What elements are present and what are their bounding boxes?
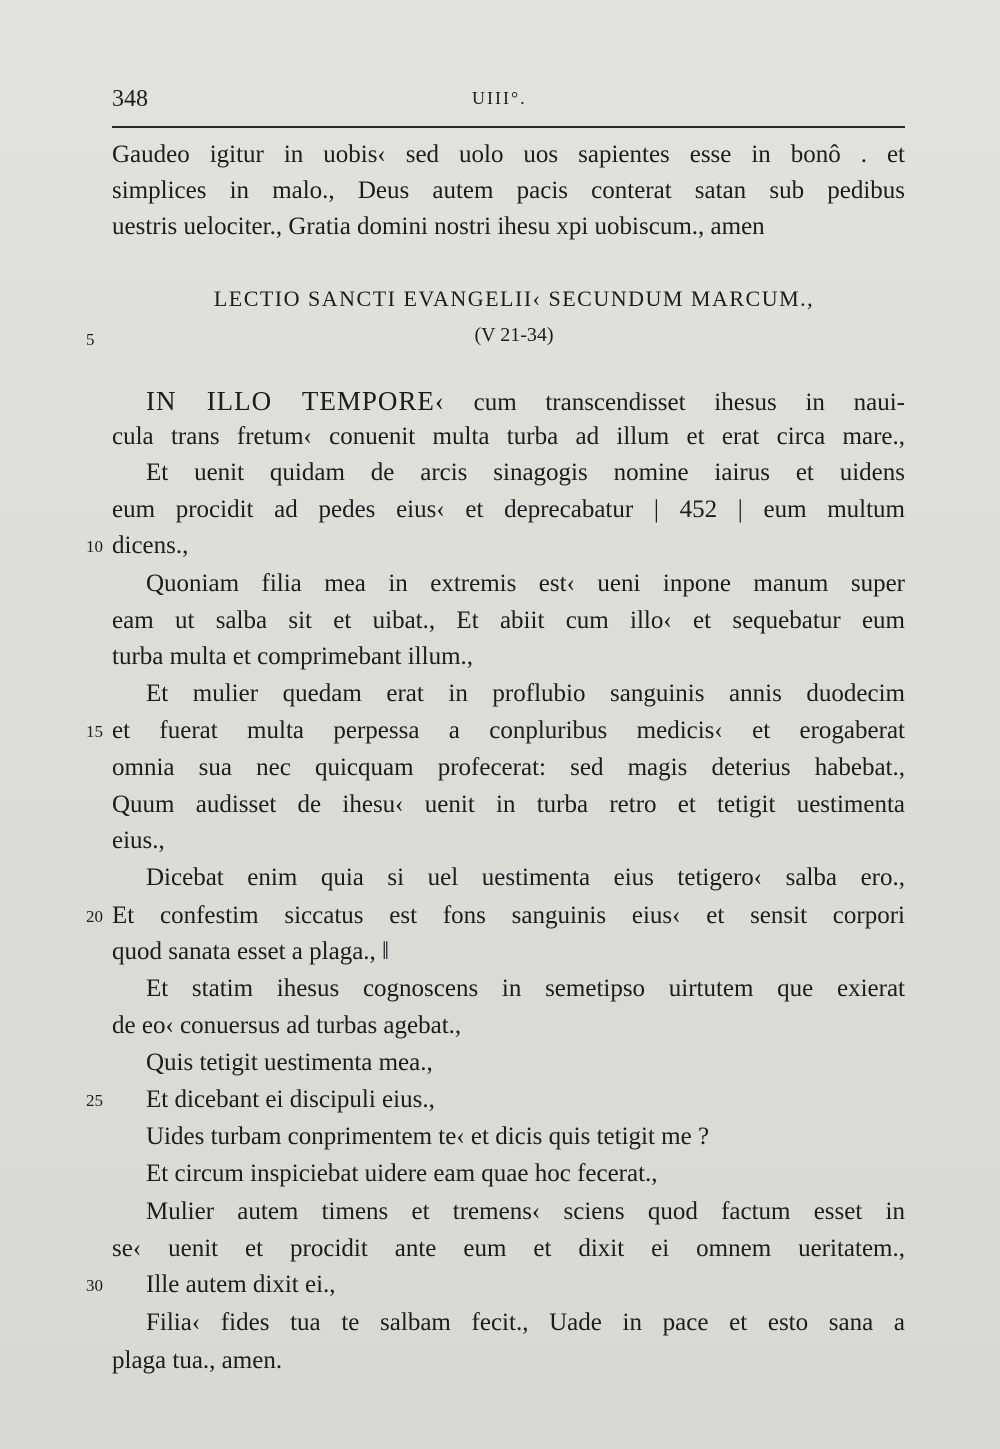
running-head: UIII°. <box>472 88 527 108</box>
text-line: eum procidit ad pedes eius‹ et deprecabatur | 452 | eum multum <box>112 496 905 523</box>
text-line: turba multa et comprimebant illum., <box>112 643 474 670</box>
text-line: Gaudeo igitur in uobis‹ sed uolo uos sapientes esse in bonô . et <box>112 141 905 168</box>
line-number: 10 <box>86 537 103 556</box>
incipit: IN ILLO TEMPORE‹ <box>146 386 445 416</box>
text-line: Et circum inspiciebat uidere eam quae hoc fecerat., <box>146 1160 658 1187</box>
text-line: cula trans fretum‹ conuenit multa turba ad illum et erat circa mare., <box>112 423 905 450</box>
first-line-text: cum transcendisset ihesus in naui- <box>444 389 905 416</box>
text-line: Et statim ihesus cognoscens in semetipso uirtutem que exierat <box>146 975 905 1002</box>
text-line: Quum audisset de ihesu‹ uenit in turba retro et tetigit uestimenta <box>112 791 905 818</box>
text-line: Et dicebant ei discipuli eius., <box>146 1086 435 1113</box>
text-line: se‹ uenit et procidit ante eum et dixit ei omnem ueritatem., <box>112 1235 905 1262</box>
line-number: 25 <box>86 1091 103 1110</box>
text-line: simplices in malo., Deus autem pacis conterat satan sub pedibus <box>112 177 905 204</box>
line-number: 5 <box>86 330 95 349</box>
text-line: dicens., <box>112 532 189 559</box>
text-line: Quoniam filia mea in extremis est‹ ueni inpone manum super <box>146 570 905 597</box>
text-line: eam ut salba sit et uibat., Et abiit cum illo‹ et sequebatur eum <box>112 607 905 634</box>
text-line: Ille autem dixit ei., <box>146 1271 336 1298</box>
lection-heading: LECTIO SANCTI EVANGELII‹ SECUNDUM MARCUM., <box>213 286 815 311</box>
text-line: Uides turbam conprimentem te‹ et dicis quis tetigit me ? <box>146 1123 710 1150</box>
page-header <box>112 80 905 124</box>
text-line: quod sanata esset a plaga., ‖ <box>112 938 390 965</box>
text-line: Et mulier quedam erat in proflubio sanguinis annis duodecim <box>146 680 905 707</box>
text-line <box>146 386 905 418</box>
lection-reference: (V 21-34) <box>474 324 554 346</box>
page-number: 348 <box>112 86 148 112</box>
text-line: Quis tetigit uestimenta mea., <box>146 1049 433 1076</box>
text-line: Filia‹ fides tua te salbam fecit., Uade in pace et esto sana a <box>146 1309 905 1336</box>
text-line: Dicebat enim quia si uel uestimenta eius tetigero‹ salba ero., <box>146 864 905 891</box>
line-number: 30 <box>86 1276 103 1295</box>
text-line: Et confestim siccatus est fons sanguinis eius‹ et sensit corpori <box>112 902 905 929</box>
line-number: 20 <box>86 907 103 926</box>
text-line: eius., <box>112 827 165 854</box>
text-line: Mulier autem timens et tremens‹ sciens quod factum esset in <box>146 1198 905 1225</box>
header-rule <box>112 126 905 128</box>
text-line: de eo‹ conuersus ad turbas agebat., <box>112 1012 462 1039</box>
text-line: Et uenit quidam de arcis sinagogis nomine iairus et uidens <box>146 459 905 486</box>
text-line: uestris uelociter., Gratia domini nostri ihesu xpi uobiscum., amen <box>112 213 765 240</box>
text-line: plaga tua., amen. <box>112 1347 283 1374</box>
line-number: 15 <box>86 722 103 741</box>
text-line: omnia sua nec quicquam profecerat: sed magis deterius habebat., <box>112 754 905 781</box>
text-line: et fuerat multa perpessa a conpluribus medicis‹ et erogaberat <box>112 717 905 744</box>
